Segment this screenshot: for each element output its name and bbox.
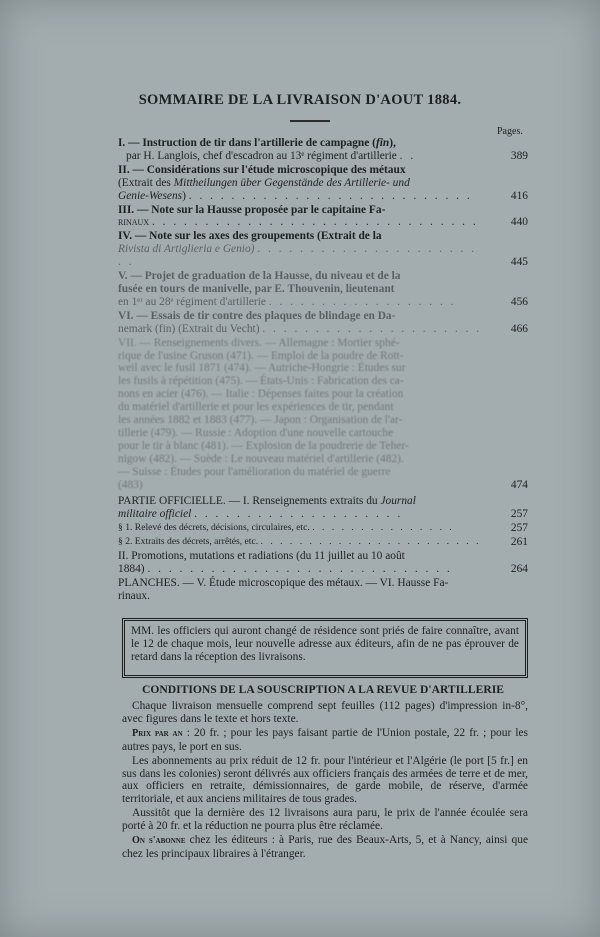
toc-entry-1-author: par H. Langlois, chef d'escadron au 13ᵉ régiment d'artillerie . . [126,149,416,162]
conditions-paragraph-5: On s'abonne chez les éditeurs : à Paris, rue des Beaux-Arts, 5, et à Nancy, ainsi que chez les principaux libraires à l'étranger. [122,834,528,860]
conditions-paragraph-1: Chaque livraison mensuelle comprend sept feuilles (112 pages) d'impression in-8°, avec figures dans le texte et hors texte. [122,700,528,725]
toc-entry-2-title: II. — Considérations sur l'étude microscopique des métaux [118,163,406,176]
toc-entry-6: VI. — Essais de tir contre des plaques de blindage en Da- nemark (fin) (Extrait du Vecht) . . . . . . . . . . . . . . . . . . . . . 466 [118,309,528,335]
toc-entry-9-page: 257 [510,522,528,535]
toc-entry-3: III. — Note sur la Hausse proposée par le capitaine Fa- rinaux . . . . . . . . . . . . . . . . . . . . . . . . . . . . . . . 440 [118,203,528,229]
table-of-contents [118,137,528,604]
toc-entry-12: PLANCHES. — V. Étude microscopique des métaux. — VI. Hausse Fa- rinaux. [118,576,449,602]
conditions-paragraph-3: Les abonnements au prix réduit de 12 fr. pour l'intérieur et l'Algérie (le port [5 fr.] en sus dans les colonies) seront délivrés aux officiers français des armées de terre et de mer, aux officiers en retraite, démissionnaires, de garde mobile, de réserve, d'armée territoriale, et aux anciens militaires de tous grades. [122,754,528,806]
toc-entry-8-page: 257 [510,508,528,521]
address-change-notice: MM. les officiers qui auront changé de résidence sont priés de faire connaître, avant le 12 de chaque mois, leur nouvelle adresse aux éditeurs, afin de ne pas éprouver de retard dans la réception des livraisons. [122,618,528,678]
toc-entry-7-page: 474 [510,478,528,491]
toc-entry-4-title: IV. — Note sur les axes des groupements (Extrait de la [118,230,382,243]
toc-entry-8-title: PARTIE OFFICIELLE. — I. Renseignements extraits du Journal [118,495,416,508]
toc-entry-11: II. Promotions, mutations et radiations (du 11 juillet au 10 août 1884) . . . . . . . . . . . . . . . . . . . . . . . . . . . . . 264 [118,550,528,575]
page-title: SOMMAIRE DE LA LIVRAISON D'AOUT 1884. [138,92,462,108]
toc-entry-4: IV. — Note sur les axes des groupements (Extrait de la Rivista di Artiglieria e Genio) . . . . . . . . . . . . . . . . . . . . . . . 445 [118,230,528,269]
toc-entry-5-page: 456 [510,295,528,308]
toc-entry-2-source: (Extrait des Mittheilungen über Gegenstände des Artillerie- und [118,176,410,189]
toc-entry-10-page: 261 [510,536,528,549]
toc-entry-10: § 2. Extraits des décrets, arrêtés, etc. . . . . . . . . . . . . . . . . . . . . . . . 261 [118,536,528,549]
toc-entry-2-page: 416 [510,189,528,202]
pages-column-label: Pages. [497,126,523,137]
conditions-paragraph-4: Aussitôt que la dernière des 12 livraisons aura paru, le prix de l'année écoulée sera porté à 20 fr. et la réduction ne pourra plus être réclamée. [122,807,528,833]
subscription-conditions-title: CONDITIONS DE LA SOUSCRIPTION A LA REVUE D'ARTILLERIE [142,683,504,696]
toc-entry-7: VII. — Renseignements divers. — Allemagne : Mortier sphé- rique de l'usine Gruson (471). — Emploi de la poudre de Rott- weil avec le fusil 1871 (474). — Autriche-Hongrie : Études sur les fusils à répétition (475). — États-Unis : Fabrication des ca- nons en acier (476). — Italie : Dépenses faites pour la création du matériel d'artillerie et pour les expériences de tir, pendant les années 1882 et 1883 (477). — Japon : Organisation de l'ar- tillerie (479). — Russie : Adoption d'une nouvelle cartouche pour le tir à blanc (481). — Explosion de la poudrerie de Teher- nigow (482). — Suède : Le nouveau matériel d'artillerie (482). — Suisse : Études pour l'amélioration du matériel de guerre (483) [118,336,409,491]
toc-entry-3-page: 440 [510,216,528,229]
toc-entry-1-page: 389 [510,149,528,162]
toc-entry-2-source-end: Genie-Wesens) . . . . . . . . . . . . . . . . . . . . . . . . . . . [118,189,473,202]
toc-entry-5: V. — Projet de graduation de la Hausse, du niveau et de la fusée en tours de manivelle, par E. Thouvenin, lieutenant en 1ᵉʳ au 28ᵉ régiment d'artillerie . . . . . . . . . . . . . . . . . . 456 [118,270,528,308]
conditions-paragraph-2: Prix par an : 20 fr. ; pour les pays faisant partie de l'Union postale, 22 fr. ; pour les autres pays, le port en sus. [122,726,528,753]
toc-entry-5-title: V. — Projet de graduation de la Hausse, du niveau et de la [118,270,401,283]
toc-entry-11-page: 264 [510,563,528,575]
toc-entry-2 [118,164,528,203]
toc-entry-1 [118,137,528,163]
toc-entry-6-page: 466 [510,322,528,335]
title-divider [290,120,330,122]
toc-entry-1-title: I. — Instruction de tir dans l'artillerie de campagne (fin), [118,137,396,149]
toc-entry-6-title: VI. — Essais de tir contre des plaques de blindage en Da- [118,309,396,322]
toc-entry-4-page: 445 [510,256,528,269]
toc-entry-9: § 1. Relevé des décrets, décisions, circulaires, etc. . . . . . . . . . . . . . . . 257 [118,522,528,535]
subscription-conditions [122,700,528,862]
toc-entry-8: PARTIE OFFICIELLE. — I. Renseignements extraits du Journal militaire officiel . . . . . . . . . . . . . . . . . . . . 257 [118,495,528,521]
toc-entry-3-title: III. — Note sur la Hausse proposée par le capitaine Fa- [118,203,386,216]
